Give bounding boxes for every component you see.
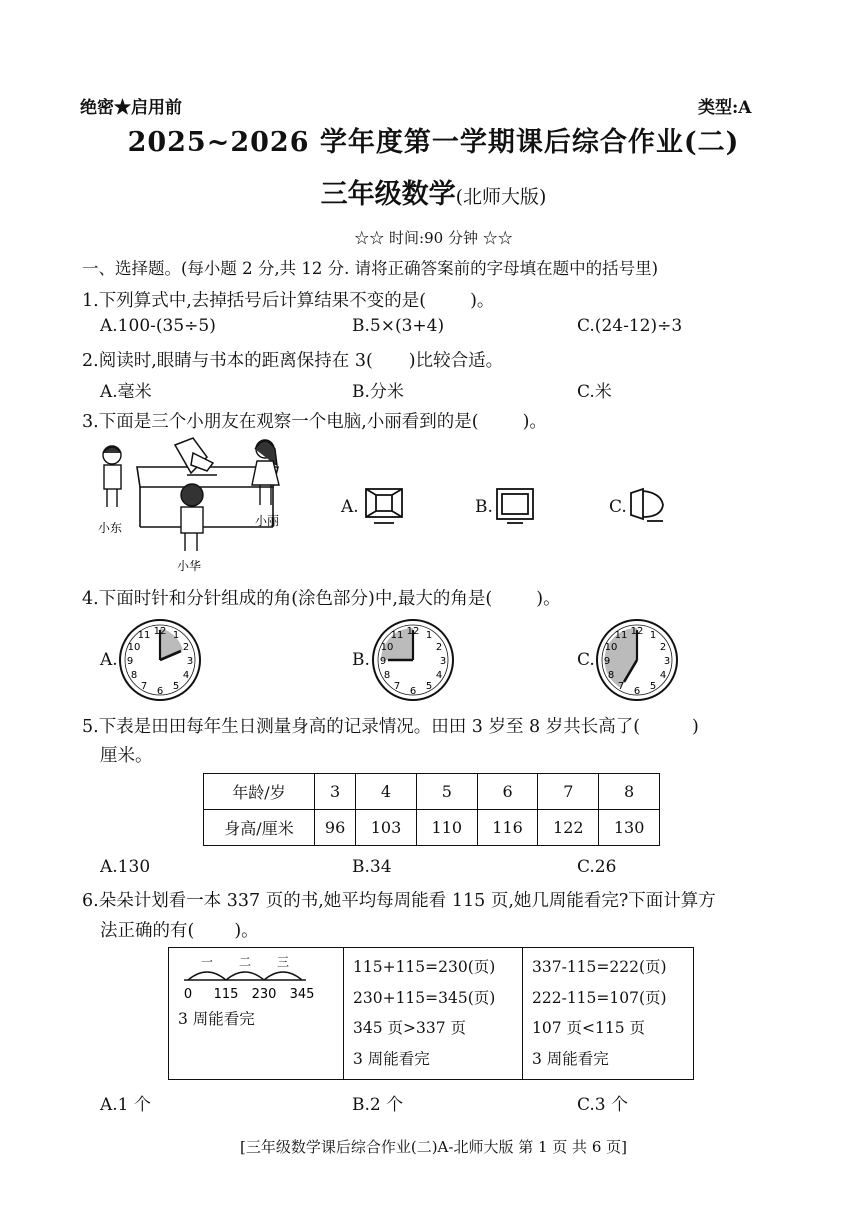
height-record-table xyxy=(203,773,660,846)
svg-text:3: 3 xyxy=(439,656,447,667)
svg-text:5: 5 xyxy=(172,681,180,692)
svg-text:6: 6 xyxy=(156,686,164,697)
table-cell: 8 xyxy=(599,774,660,810)
svg-text:3: 3 xyxy=(186,656,194,667)
q1-option-b[interactable]: B.5×(3+4) xyxy=(352,316,445,336)
svg-text:5: 5 xyxy=(649,681,657,692)
svg-text:11: 11 xyxy=(614,630,628,641)
monitor-shape xyxy=(175,438,217,475)
q1-option-a[interactable]: A.100-(35÷5) xyxy=(100,316,216,336)
svg-text:6: 6 xyxy=(409,686,417,697)
table-cell: 5 xyxy=(416,774,477,810)
q6-option-b[interactable]: B.2 个 xyxy=(352,1095,404,1115)
time-limit: ☆☆ 时间:90 分钟 ☆☆ xyxy=(354,229,513,247)
svg-text:7: 7 xyxy=(393,681,401,692)
svg-text:7: 7 xyxy=(140,681,148,692)
q1-option-c[interactable]: C.(24-12)÷3 xyxy=(577,316,683,336)
number-line-diagram xyxy=(178,952,328,1008)
method-line: 222-115=107(页) xyxy=(532,988,667,1007)
question-1: 1.下列算式中,去掉括号后计算结果不变的是( )。 xyxy=(82,291,495,311)
svg-text:3: 3 xyxy=(663,656,671,667)
table-row xyxy=(204,810,660,846)
svg-text:11: 11 xyxy=(137,630,151,641)
monitor-back-view-icon xyxy=(625,485,671,527)
svg-text:8: 8 xyxy=(607,670,615,681)
tick-label: 345 xyxy=(289,987,315,1002)
table-cell: 116 xyxy=(477,810,538,846)
clock-c-icon xyxy=(594,617,680,703)
segment-mark: 二 xyxy=(238,955,252,969)
edition: (北师大版) xyxy=(455,186,547,208)
table-cell: 7 xyxy=(538,774,599,810)
svg-text:9: 9 xyxy=(379,656,387,667)
section-heading: 一、选择题。(每小题 2 分,共 12 分. 请将正确答案前的字母填在题中的括号里) xyxy=(82,259,659,278)
label-xiaohua: 小华 xyxy=(177,559,202,573)
method-line: 337-115=222(页) xyxy=(532,958,667,976)
calculation-methods-table xyxy=(168,947,694,1080)
method-1-cell xyxy=(169,948,344,1080)
q3-option-b[interactable]: B. xyxy=(475,497,493,517)
tick-label: 230 xyxy=(251,987,277,1002)
question-6: 6.朵朵计划看一本 337 页的书,她平均每周能看 115 页,她几周能看完?下面计算方 xyxy=(82,891,716,911)
table-cell: 6 xyxy=(477,774,538,810)
paper-type: 类型:A xyxy=(698,98,752,118)
q2-option-a[interactable]: A.毫米 xyxy=(100,382,152,402)
svg-text:11: 11 xyxy=(390,630,404,641)
table-cell: 130 xyxy=(599,810,660,846)
table-cell: 103 xyxy=(356,810,417,846)
method-2-cell xyxy=(344,948,523,1080)
q4-option-c[interactable]: C. xyxy=(577,650,595,670)
question-4: 4.下面时针和分针组成的角(涂色部分)中,最大的角是( )。 xyxy=(82,589,561,609)
table-row xyxy=(169,948,694,1080)
tick-label: 115 xyxy=(213,987,239,1002)
svg-text:12: 12 xyxy=(406,626,420,637)
clock-b-icon xyxy=(370,617,456,703)
table-cell: 122 xyxy=(538,810,599,846)
q4-option-a[interactable]: A. xyxy=(100,650,118,670)
question-5-line2: 厘米。 xyxy=(100,746,153,766)
svg-text:10: 10 xyxy=(127,642,141,653)
question-5: 5.下表是田田每年生日测量身高的记录情况。田田 3 岁至 8 岁共长高了( ) xyxy=(82,717,699,737)
q5-option-b[interactable]: B.34 xyxy=(352,857,392,877)
table-cell: 110 xyxy=(416,810,477,846)
monitor-front-view-icon xyxy=(493,485,539,527)
q4-option-b[interactable]: B. xyxy=(352,650,370,670)
svg-text:12: 12 xyxy=(153,626,167,637)
svg-text:8: 8 xyxy=(130,670,138,681)
method-1-result: 3 周能看完 xyxy=(178,1010,255,1028)
method-3-cell xyxy=(523,948,694,1080)
q5-option-c[interactable]: C.26 xyxy=(577,857,617,877)
observation-scene-illustration xyxy=(95,435,295,575)
svg-text:2: 2 xyxy=(659,642,667,653)
svg-text:4: 4 xyxy=(435,670,443,681)
table-header-height: 身高/厘米 xyxy=(204,810,315,846)
page-subtitle xyxy=(0,172,867,211)
label-xiaodong: 小东 xyxy=(98,521,123,535)
method-line: 3 周能看完 xyxy=(353,1049,430,1068)
svg-text:12: 12 xyxy=(630,626,644,637)
svg-text:6: 6 xyxy=(633,686,641,697)
q3-option-c[interactable]: C. xyxy=(609,497,627,517)
page-title: 2025~2026 学年度第一学期课后综合作业(二) xyxy=(127,127,740,158)
child-xiaodong-figure xyxy=(103,446,121,507)
svg-text:4: 4 xyxy=(659,670,667,681)
question-3: 3.下面是三个小朋友在观察一个电脑,小丽看到的是( )。 xyxy=(82,412,547,432)
table-cell: 4 xyxy=(356,774,417,810)
table-cell: 3 xyxy=(315,774,356,810)
svg-text:2: 2 xyxy=(182,642,190,653)
table-cell: 96 xyxy=(315,810,356,846)
child-xiaohua-figure xyxy=(181,484,203,551)
svg-text:1: 1 xyxy=(649,630,657,641)
table-row xyxy=(204,774,660,810)
svg-text:4: 4 xyxy=(182,670,190,681)
tick-label: 0 xyxy=(183,987,193,1002)
page-footer: [三年级数学课后综合作业(二)A-北师大版 第 1 页 共 6 页] xyxy=(239,1138,627,1156)
q5-option-a[interactable]: A.130 xyxy=(100,857,151,877)
method-line: 115+115=230(页) xyxy=(353,958,496,976)
svg-text:8: 8 xyxy=(383,670,391,681)
monitor-side-view-icon xyxy=(360,485,410,527)
question-6-line2: 法正确的有( )。 xyxy=(100,921,259,941)
svg-text:1: 1 xyxy=(172,630,180,641)
svg-text:9: 9 xyxy=(603,656,611,667)
label-xiaoli: 小丽 xyxy=(255,514,280,528)
question-2: 2.阅读时,眼睛与书本的距离保持在 3( )比较合适。 xyxy=(82,351,504,371)
svg-text:7: 7 xyxy=(617,681,625,692)
svg-text:10: 10 xyxy=(604,642,618,653)
svg-text:2: 2 xyxy=(435,642,443,653)
q2-option-c[interactable]: C.米 xyxy=(577,382,612,402)
svg-text:10: 10 xyxy=(380,642,394,653)
method-line: 345 页>337 页 xyxy=(353,1019,467,1037)
method-line: 107 页<115 页 xyxy=(532,1019,646,1037)
subject: 三年级数学 xyxy=(320,179,456,210)
q3-option-a[interactable]: A. xyxy=(341,497,359,517)
method-line: 3 周能看完 xyxy=(532,1049,609,1068)
clock-a-icon xyxy=(117,617,203,703)
child-xiaoli-figure xyxy=(252,440,279,505)
q6-option-c[interactable]: C.3 个 xyxy=(577,1095,629,1115)
q6-option-a[interactable]: A.1 个 xyxy=(100,1095,151,1115)
svg-text:9: 9 xyxy=(126,656,134,667)
svg-text:1: 1 xyxy=(425,630,433,641)
segment-mark: 一 xyxy=(200,955,214,969)
method-line: 230+115=345(页) xyxy=(353,988,496,1007)
segment-mark: 三 xyxy=(276,955,290,969)
svg-text:5: 5 xyxy=(425,681,433,692)
table-header-age: 年龄/岁 xyxy=(204,774,315,810)
q2-option-b[interactable]: B.分米 xyxy=(352,382,404,402)
confidential-label: 绝密★启用前 xyxy=(80,98,182,118)
